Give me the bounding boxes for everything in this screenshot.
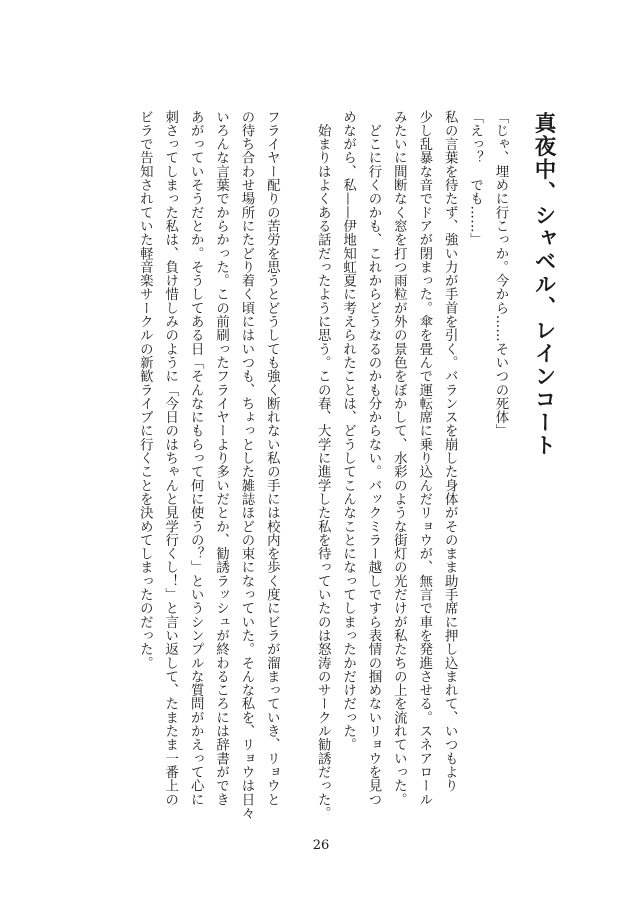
text-line: いろんな言葉でからかった。この前刷ったフライヤーより多いだとか、勧誘ラッシュが終わるころには辞書ができ [213,110,229,807]
text-line: みたいに間断なく窓を打つ雨粒が外の景色をぼかして、水彩のような街灯の光だけが私たちの上を流れていった。 [391,110,407,807]
text-line: あがっていそうだとか。そうしてある日「そんなにもらって何に使うの？」というシンプルな質問がかえって心に [188,110,204,807]
body-text [132,110,513,820]
text-line: 少し乱暴な音でドアが閉まった。傘を畳んで運転席に乗り込んだリョウが、無言で車を発進させる。スネアロール [416,110,432,807]
text-line: 刺さってしまった私は、負け惜しみのように「今日のはちゃんと見学行くし！」と言い返して、たまたま一番上の [162,110,178,807]
text-line: 「えっ？ でも……」 [467,110,483,247]
page-number: 26 [312,838,330,853]
text-line: どこに行くのかも、これからどうなるのかも分からない。バックミラー越しですら表情の掴めないリョウを見つ [365,110,381,807]
text-line: の待ち合わせ場所にたどり着く頃にはいつも、ちょっとした雑誌ほどの束になっていた。そんな私を、リョウは日々 [238,110,254,820]
text-line: めながら、私——伊地知虹夏に考えられたことは、どうしてこんなことになってしまったかだけだった。 [340,110,356,752]
text-line: 始まりはよくある話だったように思う。この春、大学に進学した私を待っていたのは怒涛のサークル勧誘だった。 [315,110,331,820]
chapter-title: 真夜中、シャベル、レインコート [531,112,556,457]
text-line: ビラで告知されていた軽音楽サークルの新歓ライブに行くことを決めてしまったのだった。 [137,110,153,670]
text-line: フライヤー配りの苦労を思うとどうしても強く断れない私の手には校内を歩く度にビラが溜まっていき、リョウと [264,110,280,807]
text-line: 私の言葉を待たず、強い力が手首を引く。バランスを崩した身体がそのまま助手席に押し込まれて、いつもより [442,110,458,793]
text-line: 「じゃ、埋めに行こっか。今から……そいつの死体」 [493,110,508,438]
